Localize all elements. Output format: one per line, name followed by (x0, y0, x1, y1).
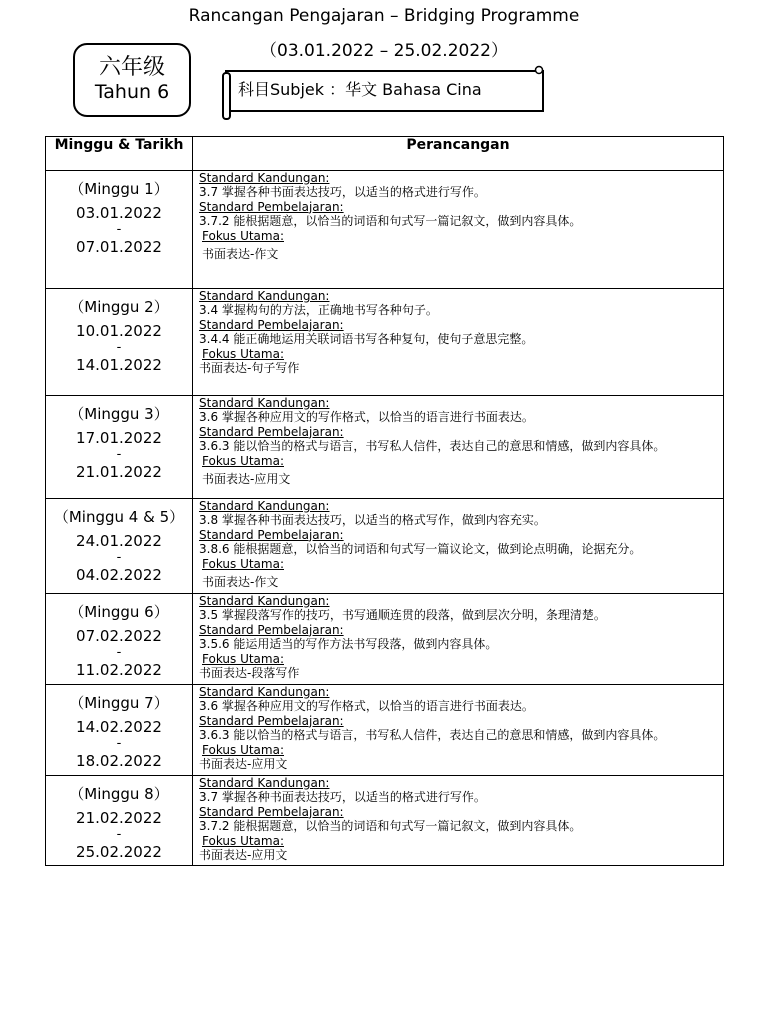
week-cell (46, 289, 193, 396)
start-date: 17.01.2022 (76, 429, 162, 447)
week-cell (46, 685, 193, 776)
plan-cell (193, 171, 724, 289)
subject-label: 科目Subjek ：华文 Bahasa Cina (238, 80, 482, 99)
fokus-utama-text: 书面表达-应用文 (202, 472, 291, 487)
end-date: 11.02.2022 (76, 661, 162, 679)
week-label: （Minggu 8） (69, 785, 169, 803)
fokus-utama-label: Fokus Utama: (202, 833, 284, 848)
table-row (46, 776, 724, 866)
date-separator: - (116, 827, 122, 842)
week-cell (46, 499, 193, 594)
standard-kandungan-text: 3.8 掌握各种书面表达技巧，以适当的格式写作，做到内容充实。 (199, 513, 546, 528)
week-label: （Minggu 2） (69, 298, 169, 316)
standard-kandungan-label: Standard Kandungan: (199, 499, 330, 513)
date-separator: - (116, 340, 122, 355)
fokus-utama-label: Fokus Utama: (202, 453, 284, 468)
standard-pembelajaran-label: Standard Pembelajaran: (199, 424, 344, 439)
end-date: 18.02.2022 (76, 752, 162, 770)
year-box (73, 43, 191, 117)
subject-banner (221, 65, 547, 121)
standard-pembelajaran-text: 3.8.6 能根据题意，以恰当的词语和句式写一篇议论文，做到论点明确，论据充分。 (199, 542, 642, 557)
date-separator: - (116, 645, 122, 660)
column-header-plan: Perancangan (193, 137, 724, 171)
standard-kandungan-text: 3.6 掌握各种应用文的写作格式，以恰当的语言进行书面表达。 (199, 410, 534, 425)
table-row (46, 499, 724, 594)
standard-pembelajaran-label: Standard Pembelajaran: (199, 527, 344, 542)
start-date: 14.02.2022 (76, 718, 162, 736)
date-separator: - (116, 447, 122, 462)
standard-pembelajaran-label: Standard Pembelajaran: (199, 622, 344, 637)
standard-kandungan-label: Standard Kandungan: (199, 685, 330, 699)
week-label: （Minggu 1） (69, 180, 169, 198)
fokus-utama-label: Fokus Utama: (202, 556, 284, 571)
end-date: 25.02.2022 (76, 843, 162, 861)
table-row (46, 594, 724, 685)
standard-kandungan-label: Standard Kandungan: (199, 289, 330, 303)
lesson-plan-table (45, 136, 724, 866)
standard-pembelajaran-text: 3.6.3 能以恰当的格式与语言，书写私人信件，表达自己的意思和情感，做到内容具体。 (199, 728, 666, 743)
week-cell (46, 594, 193, 685)
column-header-week: Minggu & Tarikh (46, 137, 193, 171)
standard-kandungan-text: 3.5 掌握段落写作的技巧，书写通顺连贯的段落，做到层次分明，条理清楚。 (199, 608, 606, 623)
standard-kandungan-text: 3.7 掌握各种书面表达技巧，以适当的格式进行写作。 (199, 185, 486, 200)
standard-pembelajaran-text: 3.7.2 能根据题意，以恰当的词语和句式写一篇记叙文，做到内容具体。 (199, 214, 582, 229)
fokus-utama-label: Fokus Utama: (202, 742, 284, 757)
end-date: 04.02.2022 (76, 566, 162, 584)
fokus-utama-label: Fokus Utama: (202, 651, 284, 666)
table-row (46, 171, 724, 289)
fokus-utama-text: 书面表达-作文 (202, 247, 279, 262)
fokus-utama-text: 书面表达-应用文 (199, 757, 288, 772)
standard-kandungan-text: 3.7 掌握各种书面表达技巧，以适当的格式进行写作。 (199, 790, 486, 805)
standard-pembelajaran-text: 3.7.2 能根据题意，以恰当的词语和句式写一篇记叙文，做到内容具体。 (199, 819, 582, 834)
standard-pembelajaran-label: Standard Pembelajaran: (199, 317, 344, 332)
start-date: 21.02.2022 (76, 809, 162, 827)
date-range: （03.01.2022 – 25.02.2022） (260, 41, 508, 61)
table-header-row (46, 137, 724, 171)
week-label: （Minggu 3） (69, 405, 169, 423)
start-date: 24.01.2022 (76, 532, 162, 550)
week-cell (46, 171, 193, 289)
standard-kandungan-text: 3.6 掌握各种应用文的写作格式，以恰当的语言进行书面表达。 (199, 699, 534, 714)
table-row (46, 685, 724, 776)
week-label: （Minggu 7） (69, 694, 169, 712)
document-title: Rancangan Pengajaran – Bridging Programme (188, 6, 580, 26)
week-label: （Minggu 4 & 5） (53, 508, 185, 526)
end-date: 07.01.2022 (76, 238, 162, 256)
standard-pembelajaran-text: 3.6.3 能以恰当的格式与语言，书写私人信件，表达自己的意思和情感，做到内容具体。 (199, 439, 666, 454)
fokus-utama-label: Fokus Utama: (202, 228, 284, 243)
standard-pembelajaran-label: Standard Pembelajaran: (199, 713, 344, 728)
standard-pembelajaran-text: 3.4.4 能正确地运用关联词语书写各种复句，使句子意思完整。 (199, 332, 534, 347)
standard-pembelajaran-text: 3.5.6 能运用适当的写作方法书写段落，做到内容具体。 (199, 637, 498, 652)
fokus-utama-label: Fokus Utama: (202, 346, 284, 361)
start-date: 07.02.2022 (76, 627, 162, 645)
plan-cell (193, 594, 724, 685)
standard-kandungan-label: Standard Kandungan: (199, 594, 330, 608)
plan-cell (193, 685, 724, 776)
standard-kandungan-label: Standard Kandungan: (199, 396, 330, 410)
fokus-utama-text: 书面表达-应用文 (199, 848, 288, 863)
start-date: 03.01.2022 (76, 204, 162, 222)
plan-cell (193, 776, 724, 866)
table-row (46, 396, 724, 499)
end-date: 14.01.2022 (76, 356, 162, 374)
end-date: 21.01.2022 (76, 463, 162, 481)
plan-cell (193, 289, 724, 396)
plan-cell (193, 499, 724, 594)
table-row (46, 289, 724, 396)
week-cell (46, 396, 193, 499)
date-separator: - (116, 222, 122, 237)
fokus-utama-text: 书面表达-作文 (202, 575, 279, 590)
week-label: （Minggu 6） (69, 603, 169, 621)
plan-cell (193, 396, 724, 499)
standard-pembelajaran-label: Standard Pembelajaran: (199, 804, 344, 819)
date-separator: - (116, 550, 122, 565)
start-date: 10.01.2022 (76, 322, 162, 340)
standard-kandungan-label: Standard Kandungan: (199, 171, 330, 185)
fokus-utama-text: 书面表达-句子写作 (199, 361, 300, 376)
fokus-utama-text: 书面表达-段落写作 (199, 666, 300, 681)
year-label: Tahun 6 (94, 81, 170, 103)
standard-kandungan-label: Standard Kandungan: (199, 776, 330, 790)
date-separator: - (116, 736, 122, 751)
standard-kandungan-text: 3.4 掌握构句的方法，正确地书写各种句子。 (199, 303, 438, 318)
standard-pembelajaran-label: Standard Pembelajaran: (199, 199, 344, 214)
year-label-chinese: 六年级 (98, 55, 165, 80)
week-cell (46, 776, 193, 866)
